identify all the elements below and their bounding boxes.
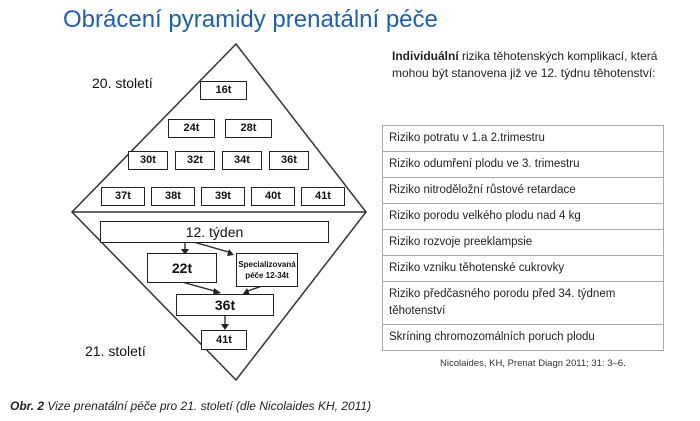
figure-title: Obrácení pyramidy prenatální péče [63, 6, 438, 33]
risk-item: Skríning chromozomálních poruch plodu [382, 324, 664, 351]
caption-label: Obr. 2 [10, 399, 45, 413]
visit-box: 41t [301, 187, 345, 206]
risk-item: Riziko potratu v 1.a 2.trimestru [382, 125, 664, 151]
visit-box: 39t [201, 187, 245, 206]
week12-box: 12. týden [100, 221, 329, 243]
risk-heading [392, 48, 672, 82]
risk-item: Riziko nitroděložní růstové retardace [382, 177, 664, 203]
risk-item: Riziko předčasného porodu před 34. týdnem těhotenství [382, 281, 664, 324]
risk-item: Riziko rozvoje preeklampsie [382, 229, 664, 255]
era-label-20th: 20. století [92, 75, 153, 91]
specialized-care-box: Specializovaná péče 12-34t [236, 253, 298, 287]
visit-box: 32t [175, 151, 215, 170]
risk-table [382, 125, 664, 351]
visit-box: 16t [200, 81, 247, 100]
visit-box: 37t [101, 187, 145, 206]
risk-heading-bold: Individuální [392, 49, 459, 63]
visit-box: 30t [128, 151, 168, 170]
era-label-21st: 21. století [85, 343, 146, 359]
visit-box: 36t [269, 151, 309, 170]
visit-box: 34t [222, 151, 262, 170]
arrow-22-to-36 [182, 282, 218, 292]
visit-box-41: 41t [201, 330, 247, 350]
visit-box-22: 22t [147, 253, 217, 283]
visit-box: 28t [225, 119, 272, 138]
visit-box: 40t [251, 187, 295, 206]
visit-box-36: 36t [176, 294, 274, 316]
risk-heading-text: rizika těhotenských komplikací, která mohou být stanovena již ve 12. týdnu těhotenství: [392, 49, 658, 80]
arrow-head [227, 249, 234, 256]
risk-item: Riziko porodu velkého plodu nad 4 kg [382, 203, 664, 229]
figure-caption [10, 399, 371, 413]
visit-box: 24t [168, 119, 215, 138]
caption-text: Vize prenatální péče pro 21. století (dle Nicolaides KH, 2011) [44, 399, 372, 413]
risk-item: Riziko odumření plodu ve 3. trimestru [382, 151, 664, 177]
visit-box: 38t [151, 187, 195, 206]
risk-item: Riziko vzniku těhotenské cukrovky [382, 255, 664, 281]
citation: Nicolaides, KH, Prenat Diagn 2011; 31: 3–6. [440, 358, 626, 369]
